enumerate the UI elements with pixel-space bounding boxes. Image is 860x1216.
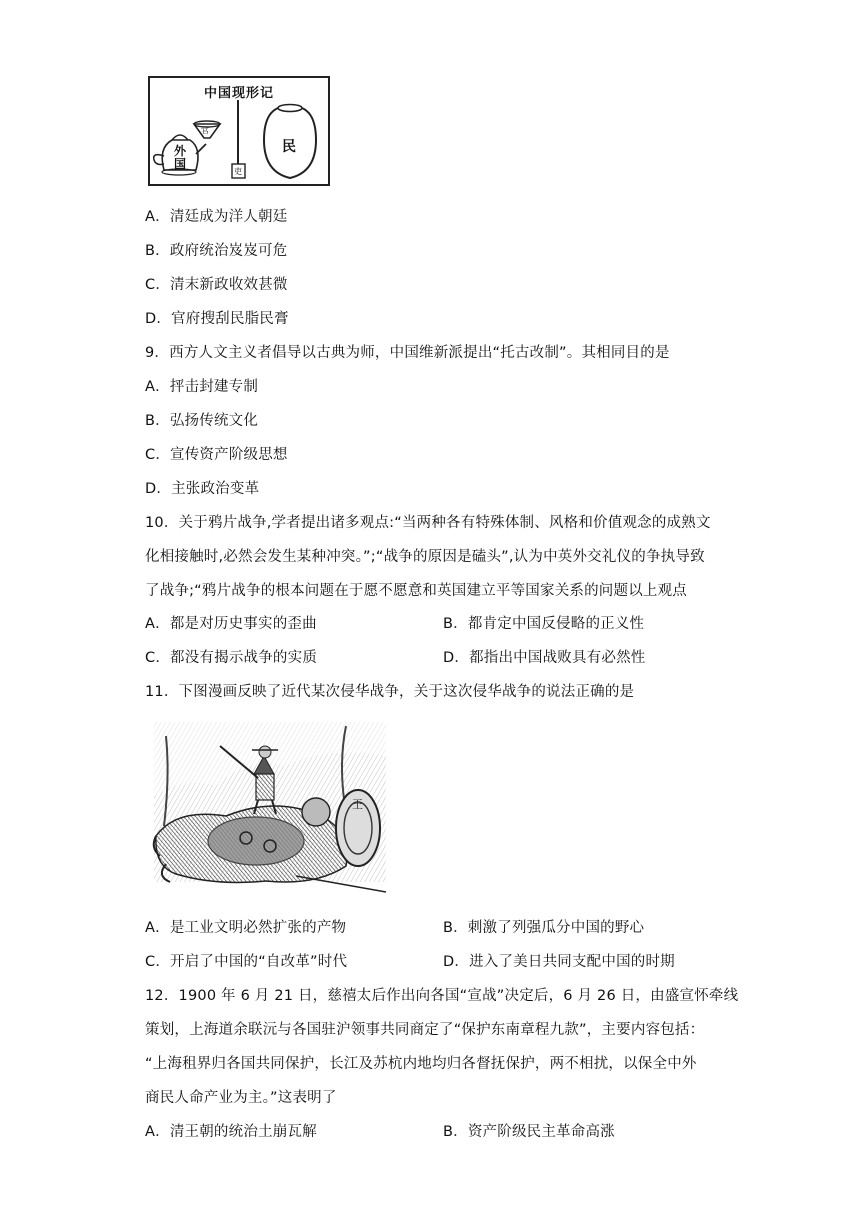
q11-option-a: A．是工业文明必然扩张的产物 [145, 920, 347, 936]
q10-stem-line1: 10．关于鸦片战争,学者提出诸多观点:“当两种各有特殊体制、风格和价值观念的成熟文 [145, 515, 711, 531]
q12-option-b: B．资产阶级民主革命高涨 [443, 1124, 615, 1140]
q12-stem-line3: “上海租界归各国共同保护，长江及苏杭内地均归各督抚保护，两不相扰，以保全中外 [145, 1056, 697, 1072]
q8-option-b: B．政府统治岌岌可危 [145, 243, 288, 259]
q9-option-a: A．抨击封建专制 [145, 379, 259, 395]
q9-stem: 9．西方人文主义者倡导以古典为师，中国维新派提出“托古改制”。其相同目的是 [145, 345, 670, 361]
teapot-label: 外国 [173, 144, 186, 171]
q9-option-d: D．主张政治变革 [145, 481, 260, 497]
q12-stem-line4: 商民人命产业为主。”这表明了 [145, 1090, 337, 1106]
q12-option-a: A．清王朝的统治土崩瓦解 [145, 1124, 317, 1140]
jar-label: 民 [282, 139, 296, 155]
q8-option-a: A．清廷成为洋人朝廷 [145, 209, 288, 225]
cup-label: 吏 [234, 167, 242, 176]
cartoon-title: 中国现形记 [203, 86, 274, 101]
war-cartoon-illustration [146, 716, 392, 902]
q10-stem-line2: 化相接触时,必然会发生某种冲突。”;“战争的原因是磕头”,认为中英外交礼仪的争执导致 [145, 549, 705, 565]
q12-stem-line2: 策划，上海道余联沅与各国驻沪领事共同商定了“保护东南章程九款”，主要内容包括： [145, 1022, 705, 1038]
q10-stem-line3: 了战争;“鸦片战争的根本问题在于愿不愿意和英国建立平等国家关系的问题以上观点 [145, 583, 687, 599]
q9-option-c: C．宣传资产阶级思想 [145, 447, 288, 463]
q8-option-c: C．清末新政收效甚微 [145, 277, 288, 293]
q10-option-b: B．都肯定中国反侵略的正义性 [443, 616, 645, 632]
q9-option-b: B．弘扬传统文化 [145, 413, 259, 429]
q10-option-c: C．都没有揭示战争的实质 [145, 650, 318, 666]
cartoon-china-exposed [148, 76, 330, 186]
q10-option-d: D．都指出中国战败具有必然性 [443, 650, 646, 666]
q10-option-a: A．都是对历史事实的歪曲 [145, 616, 317, 632]
q8-option-d: D．官府搜刮民脂民膏 [145, 311, 289, 327]
q11-stem: 11．下图漫画反映了近代某次侵华战争，关于这次侵华战争的说法正确的是 [145, 684, 635, 700]
q11-option-d: D．进入了美日共同支配中国的时期 [443, 954, 675, 970]
funnel-label: 官 [201, 126, 209, 135]
q11-option-c: C．开启了中国的“自改革”时代 [145, 954, 348, 970]
q11-option-b: B．刺激了列强瓜分中国的野心 [443, 920, 645, 936]
q12-stem-line1: 12．1900 年 6 月 21 日，慈禧太后作出向各国“宣战”决定后，6 月 26 日，由盛宣怀牵线 [145, 988, 739, 1004]
svg-text:王: 王 [352, 798, 363, 811]
